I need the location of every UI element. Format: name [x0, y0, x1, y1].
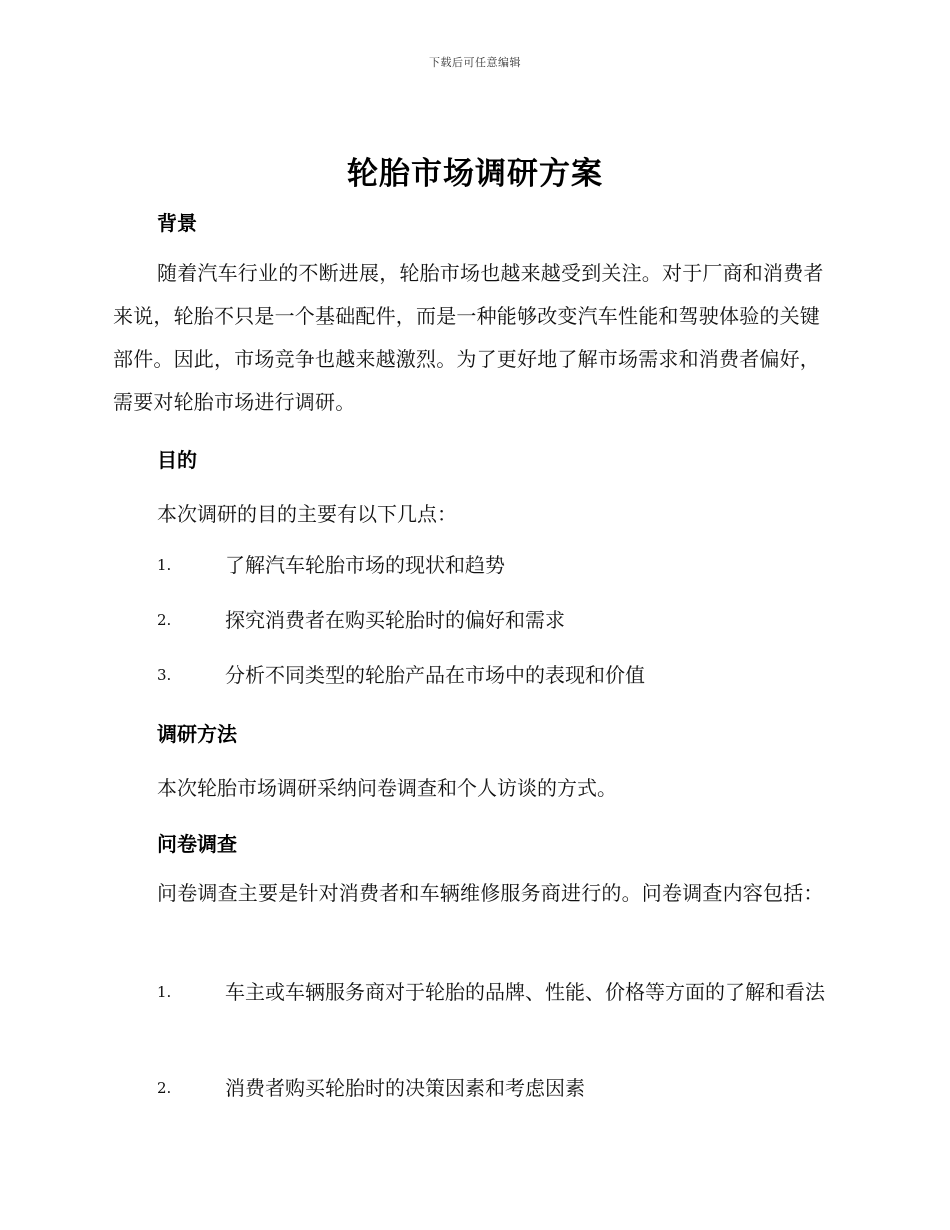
heading-questionnaire: 问卷调查 — [157, 832, 237, 856]
list-item — [113, 654, 838, 697]
list-item-text: 探究消费者在购买轮胎时的偏好和需求 — [225, 608, 565, 632]
list-item — [113, 544, 838, 587]
paragraph-questionnaire: 问卷调查主要是针对消费者和车辆维修服务商进行的。问卷调查内容包括： — [157, 881, 824, 905]
list-item-number: 1. — [157, 556, 172, 574]
list-item-number: 3. — [157, 666, 172, 684]
list-item-number: 2. — [157, 1079, 172, 1097]
list-item — [113, 1067, 838, 1110]
list-item-text: 分析不同类型的轮胎产品在市场中的表现和价值 — [225, 663, 645, 687]
list-item-number: 2. — [157, 611, 172, 629]
heading-purpose: 目的 — [157, 448, 197, 472]
list-item-text: 消费者购买轮胎时的决策因素和考虑因素 — [225, 1076, 585, 1100]
method-intro: 本次轮胎市场调研采纳问卷调查和个人访谈的方式。 — [157, 776, 617, 800]
document-title: 轮胎市场调研方案 — [347, 156, 603, 192]
list-item-text: 车主或车辆服务商对于轮胎的品牌、性能、价格等方面的了解和看法 — [225, 980, 825, 1004]
list-item — [113, 599, 838, 642]
heading-method: 调研方法 — [157, 722, 237, 746]
purpose-intro: 本次调研的目的主要有以下几点： — [157, 502, 457, 526]
heading-background: 背景 — [157, 211, 197, 235]
list-item-text: 了解汽车轮胎市场的现状和趋势 — [225, 553, 505, 577]
paragraph-background: 随着汽车行业的不断进展，轮胎市场也越来越受到关注。对于厂商和消费者来说，轮胎不只是一个基础配件，而是一种能够改变汽车性能和驾驶体验的关键部件。因此，市场竞争也越来越激烈。为了更好地了解市场需求和消费者偏好，需要对轮胎市场进行调研。 — [113, 261, 824, 414]
list-item — [113, 971, 838, 1014]
list-item-number: 1. — [157, 983, 172, 1001]
header-note: 下载后可任意编辑 — [429, 56, 521, 69]
